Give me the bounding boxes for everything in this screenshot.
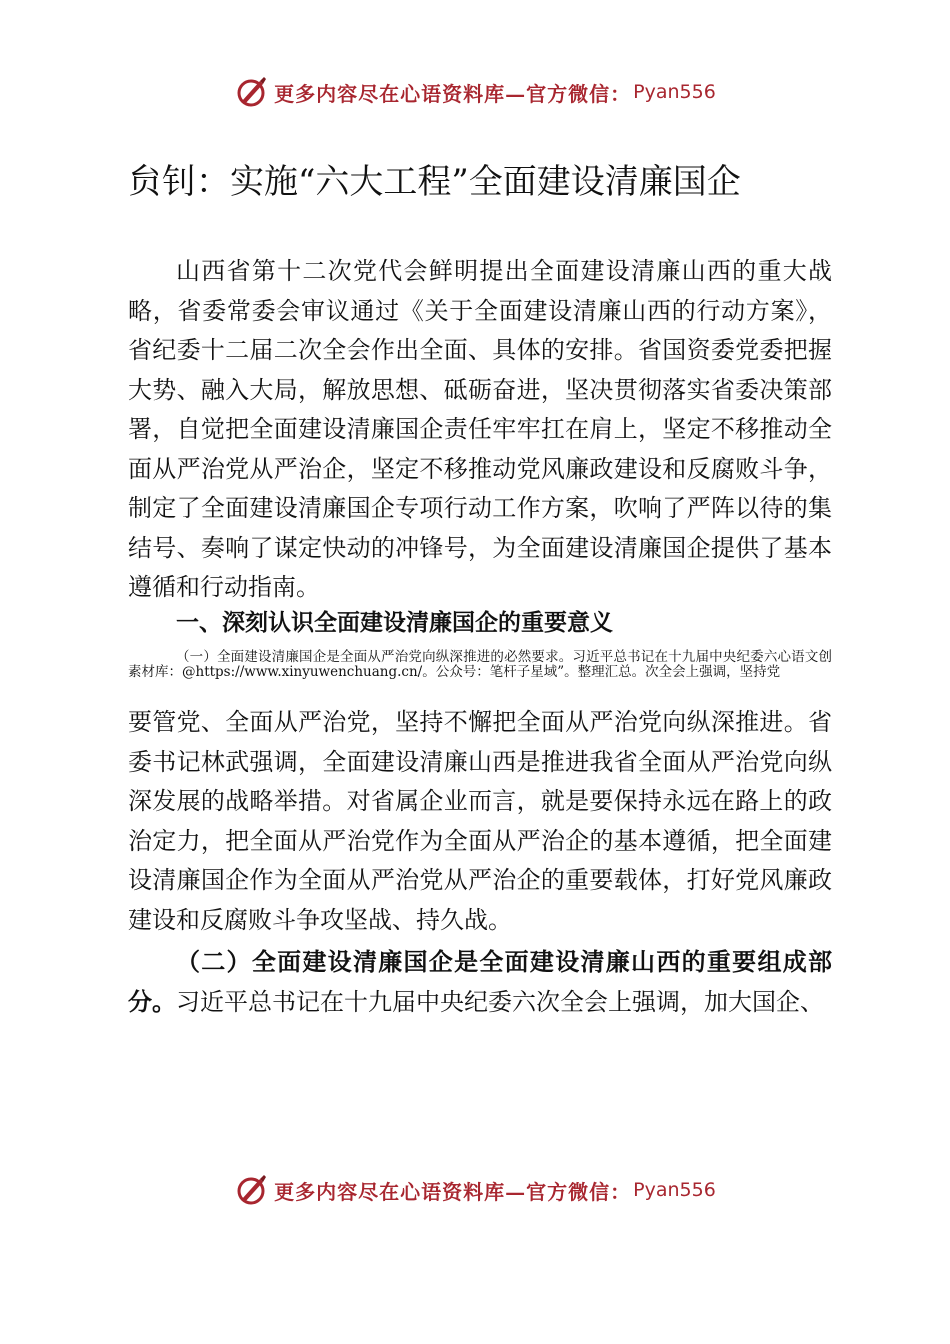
- small-inserted-note: （一）全面建设清廉国企是全面从严治党向纵深推进的必然要求。习近平总书记在十九届中央纪委六心语文创素材库：@https://www.xinyuwenchuang.cn/。公众号：笔杆子星域”。整理汇总。次全会上强调，坚持党: [128, 649, 832, 680]
- paragraph-3: [128, 943, 832, 1022]
- banner-text: 更多内容尽在心语资料库—官方微信：: [274, 81, 632, 106]
- document-title: 贠钊：实施“六大工程”全面建设清廉国企: [128, 162, 741, 202]
- footer-banner: [0, 1168, 950, 1212]
- banner-wechat-id: Pyan556: [633, 81, 716, 103]
- paragraph-3-text: 习近平总书记在十九届中央纪委六次全会上强调，加大国企、: [176, 987, 824, 1016]
- subsection-heading-2: （二）全面建设清廉国企是全面建设清廉山西的重要组成部分。: [128, 948, 832, 1016]
- paragraph-2: 要管党、全面从严治党，坚持不懈把全面从严治党向纵深推进。省委书记林武强调，全面建设清廉山西是推进我省全面从严治党向纵深发展的战略举措。对省属企业而言，就是要保持永远在路上的政治定力，把全面从严治党作为全面从严治企的基本遵循，把全面建设清廉国企作为全面从严治党从严治企的重要载体，打好党风廉政建设和反腐败斗争攻坚战、持久战。: [128, 708, 832, 934]
- header-banner: [0, 70, 950, 114]
- section-heading-1: 一、深刻认识全面建设清廉国企的重要意义: [176, 610, 613, 636]
- pen-circle-logo-icon: [234, 75, 268, 109]
- banner-text: 更多内容尽在心语资料库—官方微信：: [274, 1179, 632, 1204]
- pen-circle-logo-icon: [234, 1173, 268, 1207]
- banner-wechat-id: Pyan556: [633, 1179, 716, 1201]
- paragraph-1: 山西省第十二次党代会鲜明提出全面建设清廉山西的重大战略，省委常委会审议通过《关于全面建设清廉山西的行动方案》，省纪委十二届二次全会作出全面、具体的安排。省国资委党委把握大势、融入大局，解放思想、砥砺奋进，坚决贯彻落实省委决策部署，自觉把全面建设清廉国企责任牢牢扛在肩上，坚定不移推动全面从严治党从严治企，坚定不移推动党风廉政建设和反腐败斗争，制定了全面建设清廉国企专项行动工作方案，吹响了严阵以待的集结号、奏响了谋定快动的冲锋号，为全面建设清廉国企提供了基本遵循和行动指南。: [128, 257, 832, 601]
